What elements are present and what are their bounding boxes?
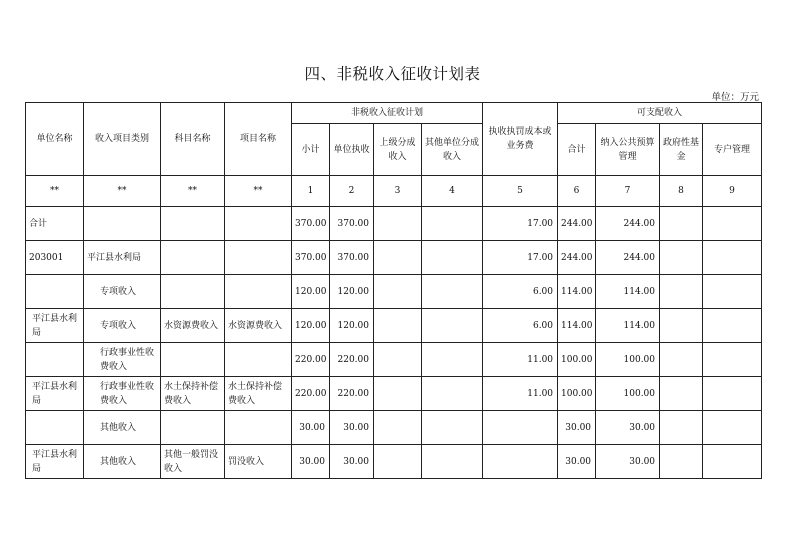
- index-cell: 3: [374, 176, 422, 207]
- table-cell: [161, 207, 225, 241]
- table-cell: [660, 411, 703, 445]
- table-cell: [703, 309, 762, 343]
- header-disposable-group: 可支配收入: [558, 103, 762, 124]
- table-cell: [225, 207, 292, 241]
- table-cell: 100.00: [596, 343, 660, 377]
- header-subject-name: 科目名称: [161, 103, 225, 176]
- table-cell: [225, 275, 292, 309]
- table-cell: [161, 241, 225, 275]
- table-cell: [374, 207, 422, 241]
- table-row: [26, 275, 762, 309]
- table-cell: [660, 275, 703, 309]
- table-cell: [422, 241, 483, 275]
- table-cell: 120.00: [292, 309, 330, 343]
- table-cell: 水资源费收入: [225, 309, 292, 343]
- table-cell: 30.00: [292, 445, 330, 479]
- table-cell: [660, 207, 703, 241]
- table-cell: 水土保持补偿费收入: [161, 377, 225, 411]
- table-cell: 平江县水利局: [26, 309, 84, 343]
- table-cell: [703, 377, 762, 411]
- table-cell: 120.00: [330, 309, 374, 343]
- table-cell: [703, 241, 762, 275]
- table-cell: [660, 241, 703, 275]
- table-cell: [374, 241, 422, 275]
- table-cell: 100.00: [596, 377, 660, 411]
- index-cell: 5: [483, 176, 558, 207]
- table-cell: 114.00: [596, 309, 660, 343]
- table-cell: 220.00: [292, 343, 330, 377]
- table-cell: 平江县水利局: [26, 377, 84, 411]
- table-cell: 水土保持补偿费收入: [225, 377, 292, 411]
- table-row: [26, 241, 762, 275]
- table-cell: 6.00: [483, 309, 558, 343]
- table-cell: 6.00: [483, 275, 558, 309]
- table-cell: 30.00: [596, 445, 660, 479]
- table-cell: 370.00: [292, 241, 330, 275]
- table-cell: 100.00: [558, 343, 596, 377]
- table-cell: [161, 275, 225, 309]
- table-cell: 120.00: [330, 275, 374, 309]
- table-cell: [703, 207, 762, 241]
- index-cell: 1: [292, 176, 330, 207]
- index-cell: 4: [422, 176, 483, 207]
- table-cell: 平江县水利局: [26, 445, 84, 479]
- index-cell: **: [161, 176, 225, 207]
- table-cell: [374, 275, 422, 309]
- table-cell: [703, 343, 762, 377]
- index-row: [26, 176, 762, 207]
- table-cell: [26, 411, 84, 445]
- table-cell: [374, 445, 422, 479]
- table-cell: [422, 377, 483, 411]
- header-other-share: 其他单位分成收入: [422, 124, 483, 176]
- header-superior-share: 上级分成收入: [374, 124, 422, 176]
- table-cell: 30.00: [596, 411, 660, 445]
- table-cell: [374, 411, 422, 445]
- header-enforcement-cost: 执收执罚成本或业务费: [483, 103, 558, 176]
- table-cell: 水资源费收入: [161, 309, 225, 343]
- header-row-1: [26, 103, 762, 124]
- table-cell: [374, 377, 422, 411]
- table-cell: 370.00: [330, 241, 374, 275]
- table-cell: 11.00: [483, 377, 558, 411]
- table-cell: 11.00: [483, 343, 558, 377]
- table-row: [26, 343, 762, 377]
- table-cell: 203001: [26, 241, 84, 275]
- table-row: [26, 309, 762, 343]
- table-cell: 244.00: [596, 241, 660, 275]
- table-cell: [660, 377, 703, 411]
- table-cell: 244.00: [558, 207, 596, 241]
- table-cell: 100.00: [558, 377, 596, 411]
- page-title: 四、非税收入征收计划表: [304, 65, 481, 83]
- index-cell: 9: [703, 176, 762, 207]
- table-cell: 114.00: [596, 275, 660, 309]
- table-cell: 其他收入: [84, 411, 161, 445]
- table-cell: 行政事业性收费收入: [84, 377, 161, 411]
- table-cell: 17.00: [483, 241, 558, 275]
- revenue-plan-table: [25, 102, 762, 479]
- table-cell: 244.00: [558, 241, 596, 275]
- table-cell: 行政事业性收费收入: [84, 343, 161, 377]
- index-cell: **: [225, 176, 292, 207]
- table-cell: [483, 445, 558, 479]
- table-row: [26, 377, 762, 411]
- header-gov-fund: 政府性基金: [660, 124, 703, 176]
- index-cell: **: [84, 176, 161, 207]
- table-cell: [660, 343, 703, 377]
- table-cell: [703, 445, 762, 479]
- table-cell: [422, 445, 483, 479]
- table-cell: [422, 411, 483, 445]
- table-cell: 专项收入: [84, 309, 161, 343]
- table-cell: [84, 207, 161, 241]
- table-cell: 220.00: [330, 343, 374, 377]
- table-cell: [225, 411, 292, 445]
- table-cell: 30.00: [558, 411, 596, 445]
- unit-label: 单位：万元: [711, 92, 759, 103]
- table-cell: [161, 343, 225, 377]
- header-total: 合计: [558, 124, 596, 176]
- table-cell: [225, 241, 292, 275]
- table-cell: [422, 275, 483, 309]
- table-cell: 114.00: [558, 309, 596, 343]
- table-cell: [225, 343, 292, 377]
- table-row: [26, 207, 762, 241]
- header-plan-group: 非税收入征收计划: [292, 103, 483, 124]
- table-cell: 其他收入: [84, 445, 161, 479]
- table-cell: [422, 207, 483, 241]
- index-cell: 6: [558, 176, 596, 207]
- table-cell: [660, 445, 703, 479]
- table-cell: 30.00: [292, 411, 330, 445]
- table-cell: [26, 343, 84, 377]
- table-cell: 244.00: [596, 207, 660, 241]
- table-row: [26, 445, 762, 479]
- table-cell: 其他一般罚没收入: [161, 445, 225, 479]
- header-public-budget: 纳入公共预算管理: [596, 124, 660, 176]
- index-cell: 8: [660, 176, 703, 207]
- header-special-account: 专户管理: [703, 124, 762, 176]
- table-cell: [660, 309, 703, 343]
- table-cell: 平江县水利局: [84, 241, 161, 275]
- table-cell: 罚没收入: [225, 445, 292, 479]
- table-cell: [422, 309, 483, 343]
- table-cell: 120.00: [292, 275, 330, 309]
- table-cell: 370.00: [292, 207, 330, 241]
- table-cell: 30.00: [558, 445, 596, 479]
- table-row: [26, 411, 762, 445]
- table-cell: 220.00: [292, 377, 330, 411]
- table-cell: [703, 275, 762, 309]
- header-income-category: 收入项目类别: [84, 103, 161, 176]
- table-cell: 30.00: [330, 411, 374, 445]
- table-cell: [161, 411, 225, 445]
- header-unit-collect: 单位执收: [330, 124, 374, 176]
- index-cell: 7: [596, 176, 660, 207]
- table-cell: [374, 309, 422, 343]
- header-unit-name: 单位名称: [26, 103, 84, 176]
- header-item-name: 项目名称: [225, 103, 292, 176]
- table-cell: 114.00: [558, 275, 596, 309]
- table-cell: 合计: [26, 207, 84, 241]
- table-cell: [26, 275, 84, 309]
- table-cell: 220.00: [330, 377, 374, 411]
- header-subtotal: 小计: [292, 124, 330, 176]
- table-cell: [374, 343, 422, 377]
- table-cell: [703, 411, 762, 445]
- table-cell: [483, 411, 558, 445]
- index-cell: **: [26, 176, 84, 207]
- index-cell: 2: [330, 176, 374, 207]
- table-cell: 30.00: [330, 445, 374, 479]
- table-cell: [422, 343, 483, 377]
- table-cell: 370.00: [330, 207, 374, 241]
- table-cell: 专项收入: [84, 275, 161, 309]
- table-cell: 17.00: [483, 207, 558, 241]
